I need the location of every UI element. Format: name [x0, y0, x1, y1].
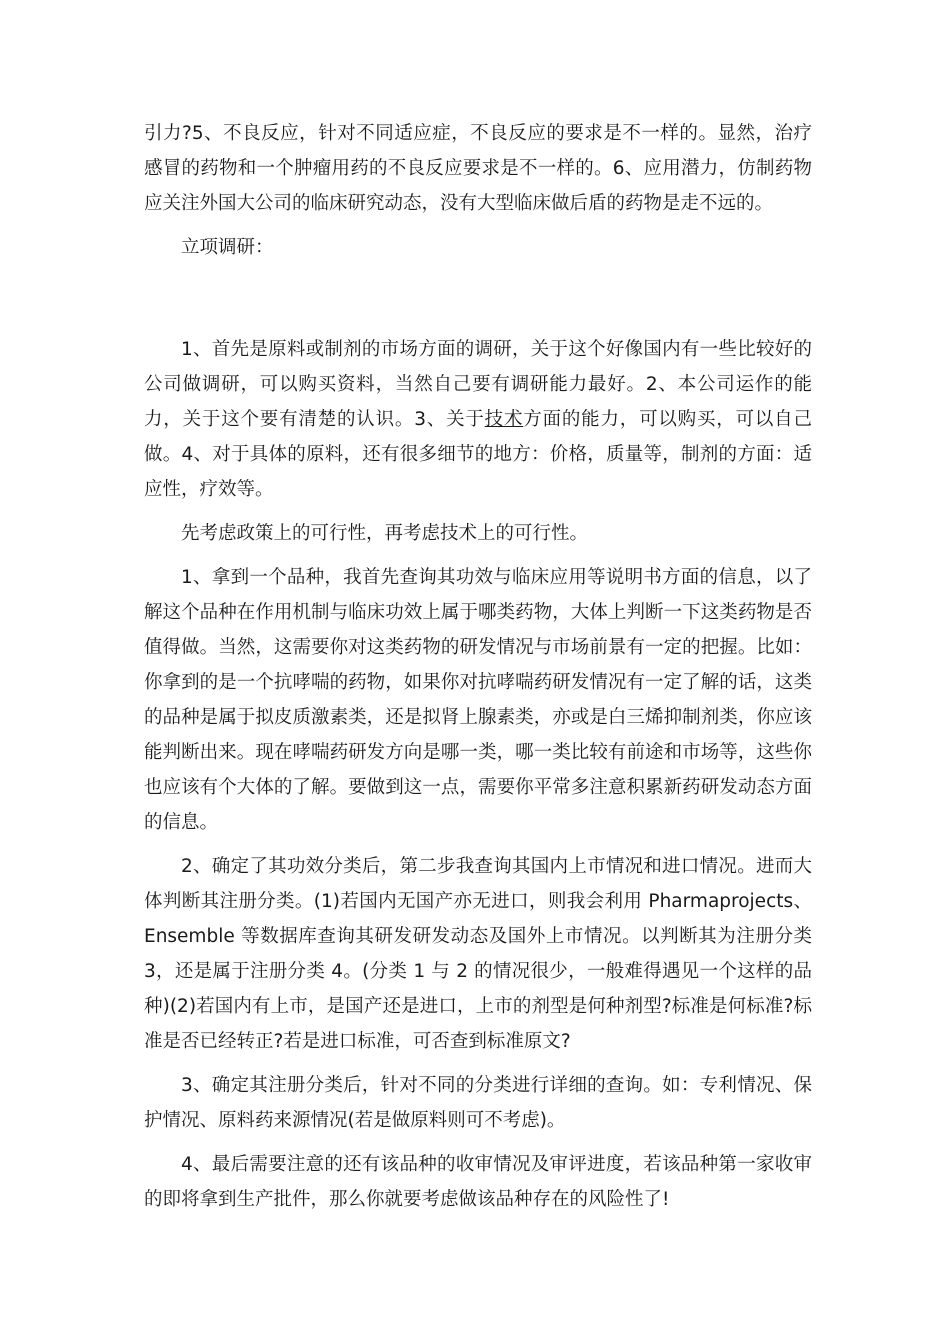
paragraph-step-1: 1、拿到一个品种，我首先查询其功效与临床应用等说明书方面的信息，以了解这个品种在作用机制与临床功效上属于哪类药物，大体上判断一下这类药物是否值得做。当然，这需要你对这类药物的研发情况与市场前景有一定的把握。比如：你拿到的是一个抗哮喘的药物，如果你对抗哮喘药研发情况有一定了解的话，这类的品种是属于拟皮质激素类，还是拟肾上腺素类，亦或是白三烯抑制剂类，你应该能判断出来。现在哮喘药研发方向是哪一类，哪一类比较有前途和市场等，这些你也应该有个大体的了解。要做到这一点，需要你平常多注意积累新药研发动态方面的信息。	[144, 567, 812, 833]
paragraph-step-3: 3、确定其注册分类后，针对不同的分类进行详细的查询。如：专利情况、保护情况、原料药来源情况(若是做原料则可不考虑)。	[144, 1075, 812, 1131]
paragraph-step-4: 4、最后需要注意的还有该品种的收审情况及审评进度，若该品种第一家收审的即将拿到生产批件，那么你就要考虑做该品种存在的风险性了!	[144, 1154, 812, 1210]
section-heading-project-research: 立项调研：	[181, 237, 274, 258]
paragraph-market-research	[144, 332, 812, 507]
document-page	[144, 116, 812, 1226]
paragraph-step-2: 2、确定了其功效分类后，第二步我查询其国内上市情况和进口情况。进而大体判断其注册分类。(1)若国内无国产亦无进口，则我会利用 Pharmaprojects、Ensemble 等数据库查询其研发研发动态及国外上市情况。以判断其为注册分类 3，还是属于注册分类 4。(分类 1 与 2 的情况很少，一般难得遇见一个这样的品种)(2)若国内有上市，是国产还是进口，上市的剂型是何种剂型?标准是何标准?标准是否已经转正?若是进口标准，可否查到标准原文?	[144, 856, 812, 1052]
technology-link[interactable]: 技术	[484, 409, 524, 430]
paragraph-feasibility: 先考虑政策上的可行性，再考虑技术上的可行性。	[181, 523, 589, 544]
text-segment: 1、首先是原料或制剂的市场方面的调研，关于这个好像国内有一些比较好的公司做调研，可以购买资料，当然自己要有调研能力最好。2、本公司运作的能力，关于这个要有清楚的认识。3、关于	[144, 339, 812, 430]
paragraph-adverse-reactions: 引力?5、不良反应，针对不同适应症，不良反应的要求是不一样的。显然，治疗感冒的药物和一个肿瘤用药的不良反应要求是不一样的。6、应用潜力，仿制药物应关注外国大公司的临床研究动态，没有大型临床做后盾的药物是走不远的。	[144, 123, 812, 214]
text-segment: 方面的能力，可以购买，可以自己做。4、对于具体的原料，还有很多细节的地方：价格，质量等，制剂的方面：适应性，疗效等。	[144, 409, 812, 500]
